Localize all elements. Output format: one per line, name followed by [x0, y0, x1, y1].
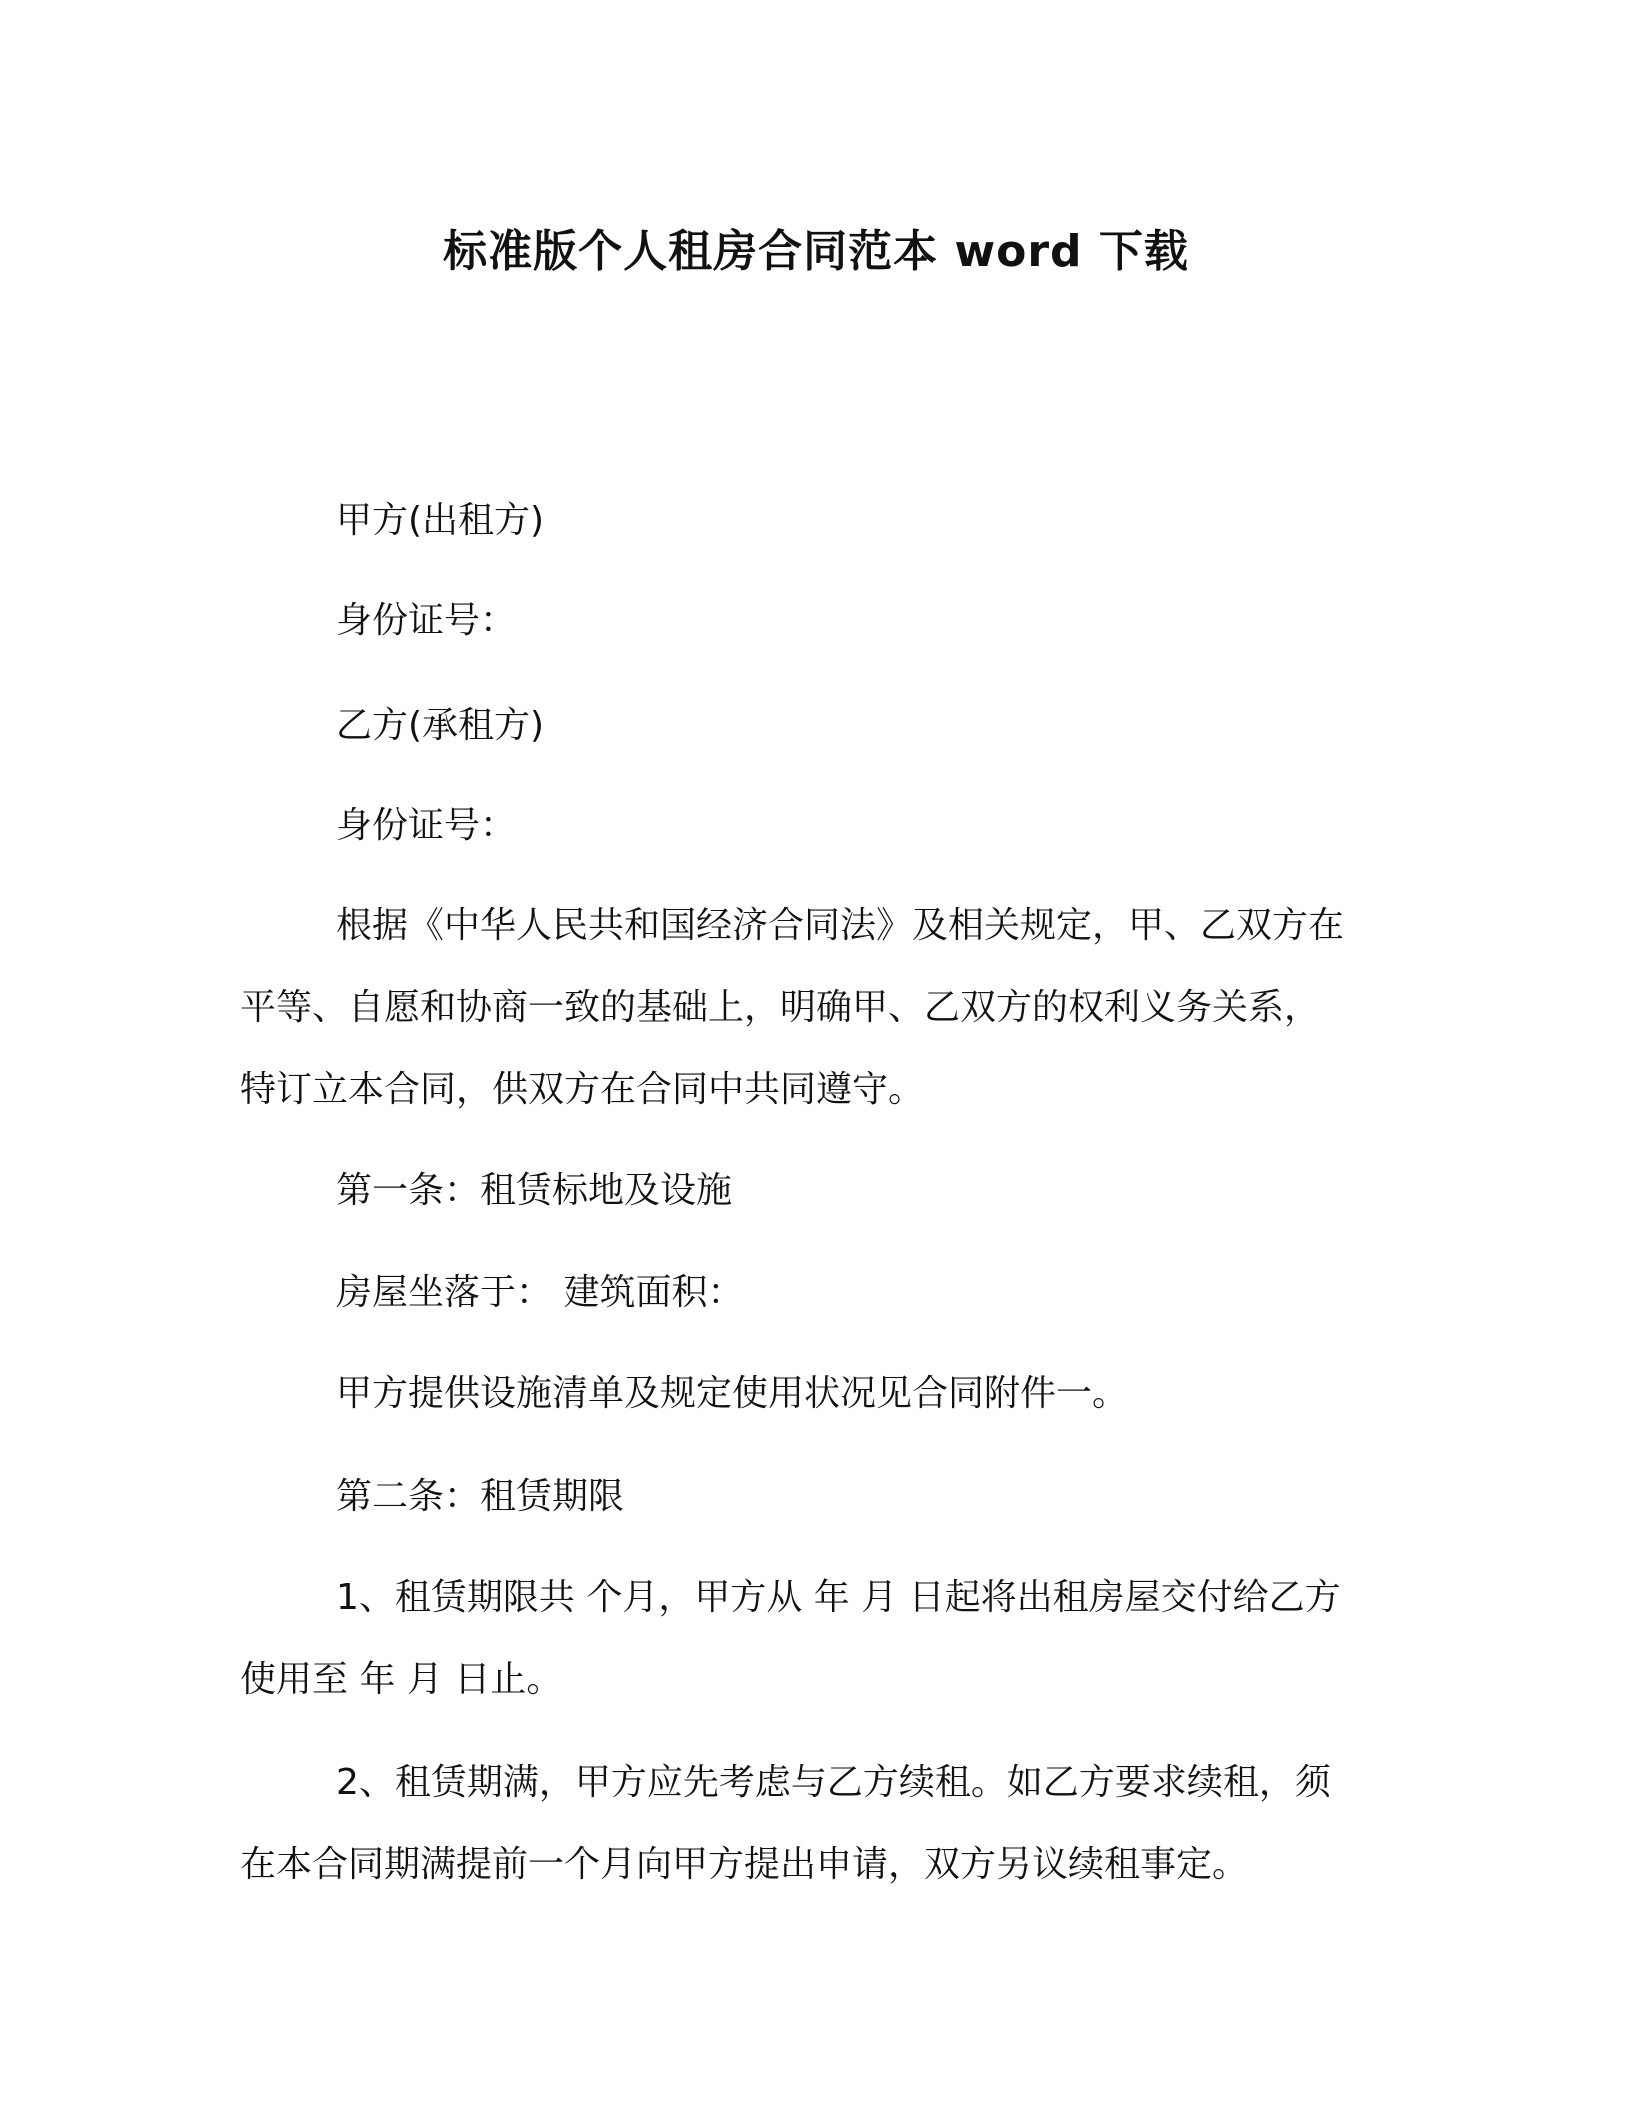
- article-2-item-1-line-1: 1、租赁期限共 个月，甲方从 年 月 日起将出租房屋交付给乙方: [336, 1577, 1341, 1618]
- article-1-location: 房屋坐落于： 建筑面积：: [336, 1272, 744, 1313]
- party-a-line: 甲方(出租方): [336, 500, 545, 541]
- article-2-item-2-line-2: 在本合同期满提前一个月向甲方提出申请，双方另议续租事定。: [240, 1844, 1249, 1885]
- article-1-facilities: 甲方提供设施清单及规定使用状况见合同附件一。: [336, 1373, 1129, 1414]
- article-2-heading: 第二条：租赁期限: [336, 1476, 625, 1517]
- article-2-item-2-line-1: 2、租赁期满，甲方应先考虑与乙方续租。如乙方要求续租，须: [336, 1762, 1331, 1803]
- document-title: 标准版个人租房合同范本 word 下载: [443, 226, 1189, 277]
- preamble-line-3: 特订立本合同，供双方在合同中共同遵守。: [240, 1069, 925, 1110]
- party-a-id-line: 身份证号：: [336, 600, 517, 641]
- preamble-line-2: 平等、自愿和协商一致的基础上，明确甲、乙双方的权利义务关系，: [240, 987, 1321, 1028]
- article-2-item-1-line-2: 使用至 年 月 日止。: [240, 1659, 563, 1700]
- article-1-heading: 第一条：租赁标地及设施: [336, 1170, 733, 1211]
- party-b-line: 乙方(承租方): [336, 705, 545, 746]
- party-b-id-line: 身份证号：: [336, 805, 517, 846]
- preamble-line-1: 根据《中华人民共和国经济合同法》及相关规定，甲、乙双方在: [336, 905, 1345, 946]
